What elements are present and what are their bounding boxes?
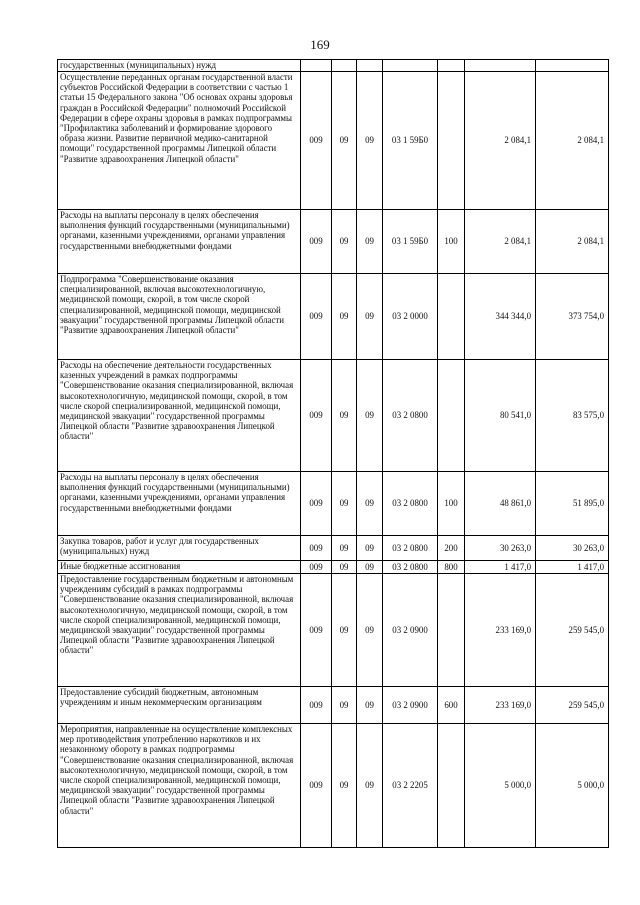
admin-code: 009 bbox=[301, 210, 332, 274]
target-item-code: 03 2 0800 bbox=[383, 360, 438, 472]
subsection-code: 09 bbox=[357, 472, 383, 536]
table-row bbox=[58, 360, 609, 472]
section-code: 09 bbox=[332, 687, 357, 724]
amount-year-1: 344 344,0 bbox=[465, 274, 536, 360]
amount-year-2: 83 575,0 bbox=[536, 360, 609, 472]
table-row bbox=[58, 60, 609, 72]
subsection-code bbox=[357, 60, 383, 72]
amount-year-1: 233 169,0 bbox=[465, 574, 536, 687]
row-description: Предоставление государственным бюджетным и автономным учреждениям субсидий в рамках подпрограммы "Совершенствование оказания специализированной, включая высокотехнологичную, медицинской помощи, скорой, в том числе скорой специализированной, медицинской помощи, медицинской эвакуации" государственной программы Липецкой области "Развитие здравоохранения Липецкой области" bbox=[58, 574, 301, 687]
subsection-code: 09 bbox=[357, 574, 383, 687]
section-code: 09 bbox=[332, 210, 357, 274]
row-description: Расходы на выплаты персоналу в целях обеспечения выполнения функций государственными (муниципальными) органами, казенными учреждениями, органами управления государственными внебюджетными фондами bbox=[58, 472, 301, 536]
subsection-code: 09 bbox=[357, 536, 383, 561]
amount-year-1: 2 084,1 bbox=[465, 210, 536, 274]
amount-year-1: 1 417,0 bbox=[465, 561, 536, 574]
amount-year-1: 30 263,0 bbox=[465, 536, 536, 561]
expense-type-code: 200 bbox=[438, 536, 465, 561]
target-item-code: 03 2 0900 bbox=[383, 687, 438, 724]
amount-year-2: 259 545,0 bbox=[536, 687, 609, 724]
admin-code bbox=[301, 60, 332, 72]
subsection-code: 09 bbox=[357, 274, 383, 360]
amount-year-2: 1 417,0 bbox=[536, 561, 609, 574]
admin-code: 009 bbox=[301, 72, 332, 210]
table-row bbox=[58, 687, 609, 724]
section-code: 09 bbox=[332, 274, 357, 360]
expense-type-code: 100 bbox=[438, 472, 465, 536]
expense-type-code bbox=[438, 60, 465, 72]
admin-code: 009 bbox=[301, 561, 332, 574]
admin-code: 009 bbox=[301, 274, 332, 360]
expense-type-code bbox=[438, 724, 465, 848]
amount-year-2 bbox=[536, 60, 609, 72]
table-row bbox=[58, 472, 609, 536]
amount-year-2: 5 000,0 bbox=[536, 724, 609, 848]
table-row bbox=[58, 561, 609, 574]
amount-year-1: 48 861,0 bbox=[465, 472, 536, 536]
admin-code: 009 bbox=[301, 574, 332, 687]
table-row bbox=[58, 574, 609, 687]
target-item-code: 03 2 2205 bbox=[383, 724, 438, 848]
row-description: Предоставление субсидий бюджетным, автономным учреждениям и иным некоммерческим организациям bbox=[58, 687, 301, 724]
amount-year-2: 30 263,0 bbox=[536, 536, 609, 561]
row-description: Подпрограмма "Совершенствование оказания специализированной, включая высокотехнологичную, медицинской помощи, скорой, в том числе скорой специализированной, медицинской помощи, медицинской эвакуации" государственной программы Липецкой области "Развитие здравоохранения Липецкой области" bbox=[58, 274, 301, 360]
amount-year-1: 2 084,1 bbox=[465, 72, 536, 210]
row-description: Иные бюджетные ассигнования bbox=[58, 561, 301, 574]
section-code: 09 bbox=[332, 561, 357, 574]
expense-type-code bbox=[438, 72, 465, 210]
section-code: 09 bbox=[332, 360, 357, 472]
section-code: 09 bbox=[332, 536, 357, 561]
subsection-code: 09 bbox=[357, 210, 383, 274]
section-code: 09 bbox=[332, 472, 357, 536]
table-row bbox=[58, 536, 609, 561]
amount-year-2: 2 084,1 bbox=[536, 210, 609, 274]
admin-code: 009 bbox=[301, 536, 332, 561]
row-description: Закупка товаров, работ и услуг для государственных (муниципальных) нужд bbox=[58, 536, 301, 561]
section-code bbox=[332, 60, 357, 72]
admin-code: 009 bbox=[301, 687, 332, 724]
subsection-code: 09 bbox=[357, 724, 383, 848]
target-item-code bbox=[383, 60, 438, 72]
target-item-code: 03 2 0800 bbox=[383, 472, 438, 536]
target-item-code: 03 2 0800 bbox=[383, 536, 438, 561]
row-description: Осуществление переданных органам государственной власти субъектов Российской Федерации в соответствии с частью 1 статьи 15 Федерального закона "Об основах охраны здоровья граждан в Российской Федерации" полномочий Российской Федерации в сфере охраны здоровья в рамках подпрограммы "Профилактика заболеваний и формирование здорового образа жизни. Развитие первичной медико-санитарной помощи" государственной программы Липецкой области "Развитие здравоохранения Липецкой области" bbox=[58, 72, 301, 210]
subsection-code: 09 bbox=[357, 687, 383, 724]
subsection-code: 09 bbox=[357, 360, 383, 472]
table-row bbox=[58, 274, 609, 360]
section-code: 09 bbox=[332, 574, 357, 687]
expense-type-code: 100 bbox=[438, 210, 465, 274]
expense-type-code bbox=[438, 574, 465, 687]
table-row bbox=[58, 724, 609, 848]
section-code: 09 bbox=[332, 724, 357, 848]
admin-code: 009 bbox=[301, 472, 332, 536]
target-item-code: 03 2 0000 bbox=[383, 274, 438, 360]
amount-year-1: 80 541,0 bbox=[465, 360, 536, 472]
table-row bbox=[58, 210, 609, 274]
target-item-code: 03 1 59Б0 bbox=[383, 72, 438, 210]
amount-year-1: 5 000,0 bbox=[465, 724, 536, 848]
admin-code: 009 bbox=[301, 724, 332, 848]
page-number: 169 bbox=[310, 37, 330, 52]
amount-year-1: 233 169,0 bbox=[465, 687, 536, 724]
amount-year-2: 2 084,1 bbox=[536, 72, 609, 210]
amount-year-2: 373 754,0 bbox=[536, 274, 609, 360]
target-item-code: 03 1 59Б0 bbox=[383, 210, 438, 274]
subsection-code: 09 bbox=[357, 561, 383, 574]
row-description: Расходы на выплаты персоналу в целях обеспечения выполнения функций государственными (муниципальными) органами, казенными учреждениями, органами управления государственными внебюджетными фондами bbox=[58, 210, 301, 274]
table-row bbox=[58, 72, 609, 210]
expense-type-code bbox=[438, 274, 465, 360]
section-code: 09 bbox=[332, 72, 357, 210]
table-body bbox=[58, 60, 609, 848]
target-item-code: 03 2 0900 bbox=[383, 574, 438, 687]
amount-year-2: 259 545,0 bbox=[536, 574, 609, 687]
admin-code: 009 bbox=[301, 360, 332, 472]
row-description: государственных (муниципальных) нужд bbox=[58, 60, 301, 72]
subsection-code: 09 bbox=[357, 72, 383, 210]
expense-type-code: 600 bbox=[438, 687, 465, 724]
row-description: Мероприятия, направленные на осуществление комплексных мер противодействия употреблению наркотиков и их незаконному обороту в рамках подпрограммы "Совершенствование оказания специализированной, включая высокотехнологичную, медицинской помощи, скорой, в том числе скорой специализированной, медицинской помощи, медицинской эвакуации" государственной программы Липецкой области "Развитие здравоохранения Липецкой области" bbox=[58, 724, 301, 848]
expense-type-code: 800 bbox=[438, 561, 465, 574]
expense-type-code bbox=[438, 360, 465, 472]
budget-table bbox=[57, 59, 609, 848]
row-description: Расходы на обеспечение деятельности государственных казенных учреждений в рамках подпрограммы "Совершенствование оказания специализированной, включая высокотехнологичную, медицинской помощи, скорой, в том числе скорой специализированной, медицинской помощи, медицинской эвакуации" государственной программы Липецкой области "Развитие здравоохранения Липецкой области" bbox=[58, 360, 301, 472]
target-item-code: 03 2 0800 bbox=[383, 561, 438, 574]
amount-year-1 bbox=[465, 60, 536, 72]
amount-year-2: 51 895,0 bbox=[536, 472, 609, 536]
